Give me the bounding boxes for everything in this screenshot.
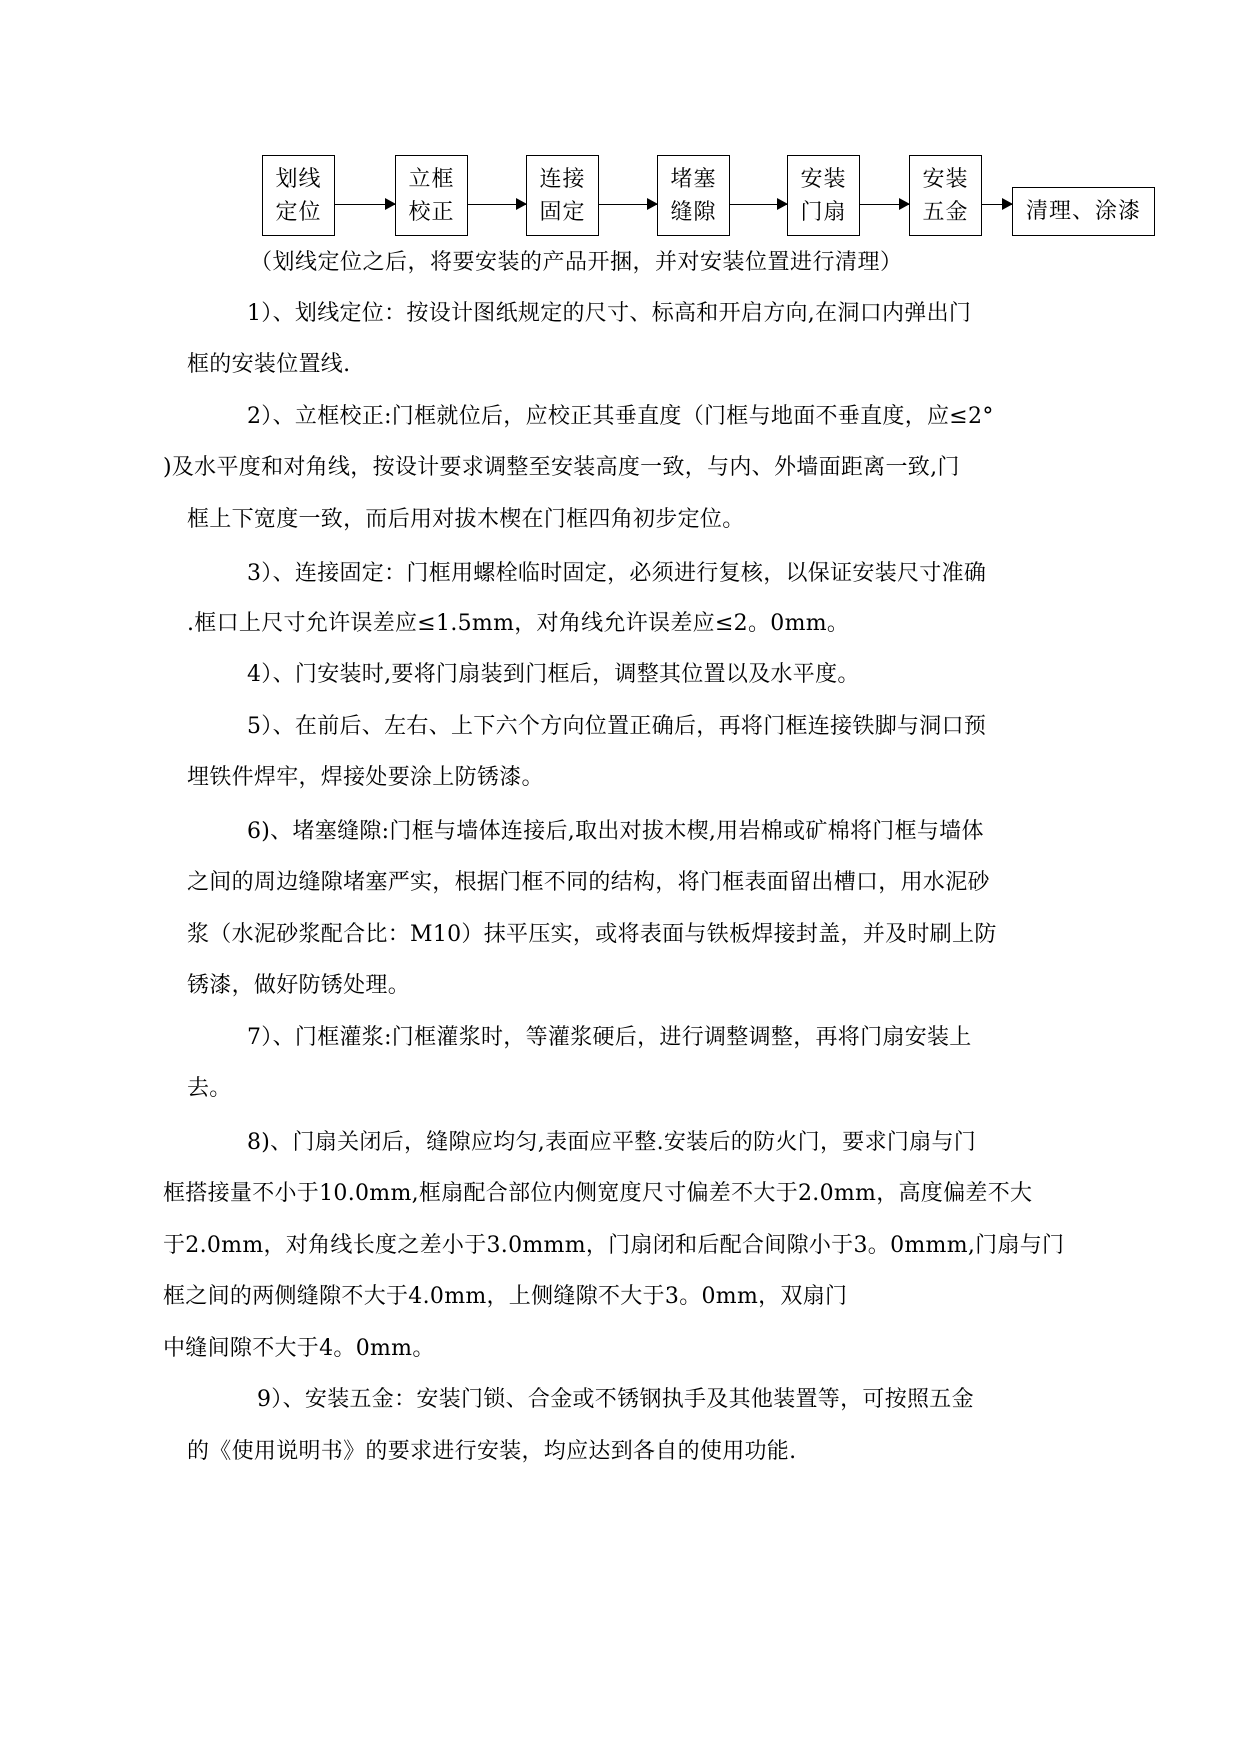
flow-step-label: 门扇	[800, 199, 847, 225]
paragraph-8-line-2: 框搭接量不小于10.0mm,框扇配合部位内侧宽度尺寸偏差不大于2.0mm，高度偏差不大	[163, 1181, 1033, 1206]
paragraph-2-line-3: 框上下宽度一致，而后用对拔木楔在门框四角初步定位。	[187, 507, 745, 532]
flow-step-label: 堵塞	[670, 166, 717, 192]
flow-step-gap-sealing	[657, 155, 730, 236]
flow-step-label: 连接	[539, 166, 586, 192]
flow-step-label: 立框	[408, 166, 455, 192]
flow-step-label: 安装	[922, 166, 969, 192]
paragraph-6-line-3: 浆（水泥砂浆配合比：M10）抹平压实，或将表面与铁板焊接封盖，并及时刷上防	[187, 922, 997, 947]
flow-step-door-leaf	[787, 155, 860, 236]
paragraph-6-line-4: 锈漆，做好防锈处理。	[187, 973, 411, 998]
flow-arrow	[335, 204, 395, 205]
paragraph-9-line-2: 的《使用说明书》的要求进行安装，均应达到各自的使用功能.	[187, 1439, 797, 1464]
flow-step-marking	[262, 155, 335, 236]
flow-step-label: 固定	[539, 199, 586, 225]
paragraph-3-line-1: 3）、连接固定：门框用螺栓临时固定，必须进行复核，以保证安装尺寸准确	[247, 561, 987, 586]
flow-arrow	[730, 204, 787, 205]
flow-arrow	[860, 204, 909, 205]
paragraph-6-line-1: 6)、堵塞缝隙:门框与墙体连接后,取出对拔木楔,用岩棉或矿棉将门框与墙体	[247, 819, 984, 844]
paragraph-8-line-5: 中缝间隙不大于4。0mm。	[163, 1336, 435, 1361]
paragraph-8-line-4: 框之间的两侧缝隙不大于4.0mm，上侧缝隙不大于3。0mm，双扇门	[163, 1284, 848, 1309]
flowchart-note: （划线定位之后，将要安装的产品开捆，并对安装位置进行清理）	[250, 250, 903, 275]
flow-step-fixing	[526, 155, 599, 236]
installation-flowchart	[0, 0, 1241, 275]
flow-step-label: 校正	[408, 199, 455, 225]
flow-arrow	[599, 204, 657, 205]
paragraph-8-line-3: 于2.0mm，对角线长度之差小于3.0mmm，门扇闭和后配合间隙小于3。0mmm,门扇与门	[163, 1233, 1065, 1258]
paragraph-5-line-2: 埋铁件焊牢，焊接处要涂上防锈漆。	[187, 765, 544, 790]
flow-step-label: 清理、涂漆	[1025, 199, 1141, 224]
paragraph-5-line-1: 5）、在前后、左右、上下六个方向位置正确后，再将门框连接铁脚与洞口预	[247, 714, 987, 739]
paragraph-3-line-2: .框口上尺寸允许误差应≤1.5mm，对角线允许误差应≤2。0mm。	[187, 611, 850, 636]
paragraph-8-line-1: 8)、门扇关闭后，缝隙应均匀,表面应平整.安装后的防火门，要求门扇与门	[247, 1130, 977, 1155]
paragraph-6-line-2: 之间的周边缝隙堵塞严实，根据门框不同的结构，将门框表面留出槽口，用水泥砂	[187, 870, 990, 895]
flow-arrow	[468, 204, 526, 205]
flow-step-label: 定位	[275, 199, 322, 225]
paragraph-7-line-2: 去。	[187, 1076, 232, 1101]
paragraph-1-line-2: 框的安装位置线.	[187, 352, 351, 377]
paragraph-2-line-2: )及水平度和对角线，按设计要求调整至安装高度一致，与内、外墙面距离一致,门	[163, 455, 960, 480]
flow-step-cleaning-painting	[1012, 187, 1155, 236]
paragraph-4-line-1: 4）、门安装时,要将门扇装到门框后，调整其位置以及水平度。	[247, 662, 860, 687]
flow-step-label: 五金	[922, 199, 969, 225]
flow-step-label: 安装	[800, 166, 847, 192]
flow-step-hardware	[909, 155, 982, 236]
paragraph-2-line-1: 2）、立框校正:门框就位后，应校正其垂直度（门框与地面不垂直度，应≤2°	[247, 404, 994, 429]
flow-step-label: 划线	[275, 166, 322, 192]
paragraph-1-line-1: 1）、划线定位：按设计图纸规定的尺寸、标高和开启方向,在洞口内弹出门	[247, 301, 972, 326]
paragraph-9-line-1: 9）、安装五金：安装门锁、合金或不锈钢执手及其他装置等，可按照五金	[257, 1387, 974, 1412]
flow-step-label: 缝隙	[670, 199, 717, 225]
flow-step-frame-correction	[395, 155, 468, 236]
flow-arrow	[982, 204, 1012, 205]
paragraph-7-line-1: 7）、门框灌浆:门框灌浆时，等灌浆硬后，进行调整调整，再将门扇安装上	[247, 1025, 972, 1050]
